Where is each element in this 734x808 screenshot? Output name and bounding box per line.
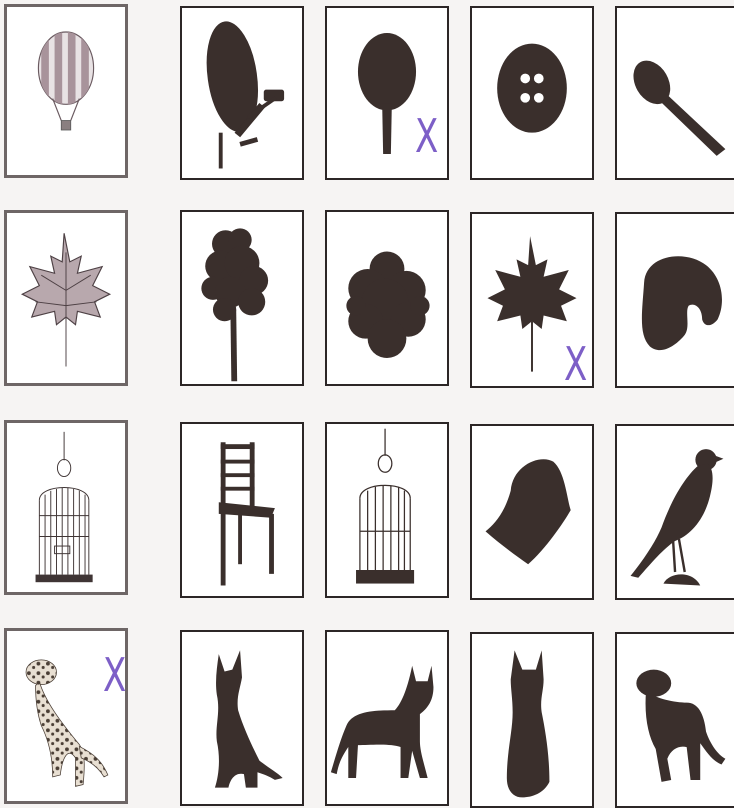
birdcage-icon [7,423,125,592]
option-card-spoon[interactable] [615,6,734,180]
satellite-dish-silhouette-icon [182,8,302,178]
option-card-button[interactable] [470,6,594,180]
croissant-silhouette-icon [617,214,734,386]
leopard-silhouette-icon [617,634,734,806]
option-card-tree[interactable] [180,210,304,386]
birdcage-silhouette-icon [327,424,447,596]
dog-silhouette-icon [182,632,302,804]
option-card-satellite-dish[interactable] [180,6,304,180]
maple-leaf-silhouette-icon [472,214,592,392]
tree-silhouette-icon [182,212,302,384]
cat-silhouette-icon [472,634,592,806]
option-card-maple-leaf-silhouette[interactable] [470,212,594,392]
check-mark: X [564,338,588,392]
option-card-bush[interactable] [325,210,449,386]
check-mark: X [415,110,439,164]
table-tennis-paddle-silhouette-icon [327,8,447,178]
bush-silhouette-icon [327,212,447,384]
lynx-silhouette-icon [327,632,447,804]
check-mark: X [103,649,127,703]
option-card-leopard-silhouette[interactable] [615,632,734,808]
maple-leaf-icon [7,213,125,383]
spoon-silhouette-icon [617,8,734,178]
option-card-cloth[interactable] [470,424,594,600]
target-card-hot-air-balloon [4,4,128,178]
option-card-croissant[interactable] [615,212,734,388]
chair-silhouette-icon [182,424,302,596]
option-card-cat[interactable] [470,632,594,808]
target-card-leopard [4,628,128,804]
option-card-table-tennis-paddle[interactable] [325,6,449,180]
option-card-dog[interactable] [180,630,304,806]
option-card-chair[interactable] [180,422,304,598]
button-silhouette-icon [472,8,592,178]
hot-air-balloon-icon [7,7,125,175]
target-card-maple-leaf [4,210,128,386]
option-card-lynx[interactable] [325,630,449,806]
leopard-icon [7,631,125,801]
cloth-silhouette-icon [472,426,592,598]
bird-silhouette-icon [617,426,734,598]
option-card-bird[interactable] [615,424,734,600]
option-card-birdcage-silhouette[interactable] [325,422,449,598]
target-card-birdcage [4,420,128,595]
